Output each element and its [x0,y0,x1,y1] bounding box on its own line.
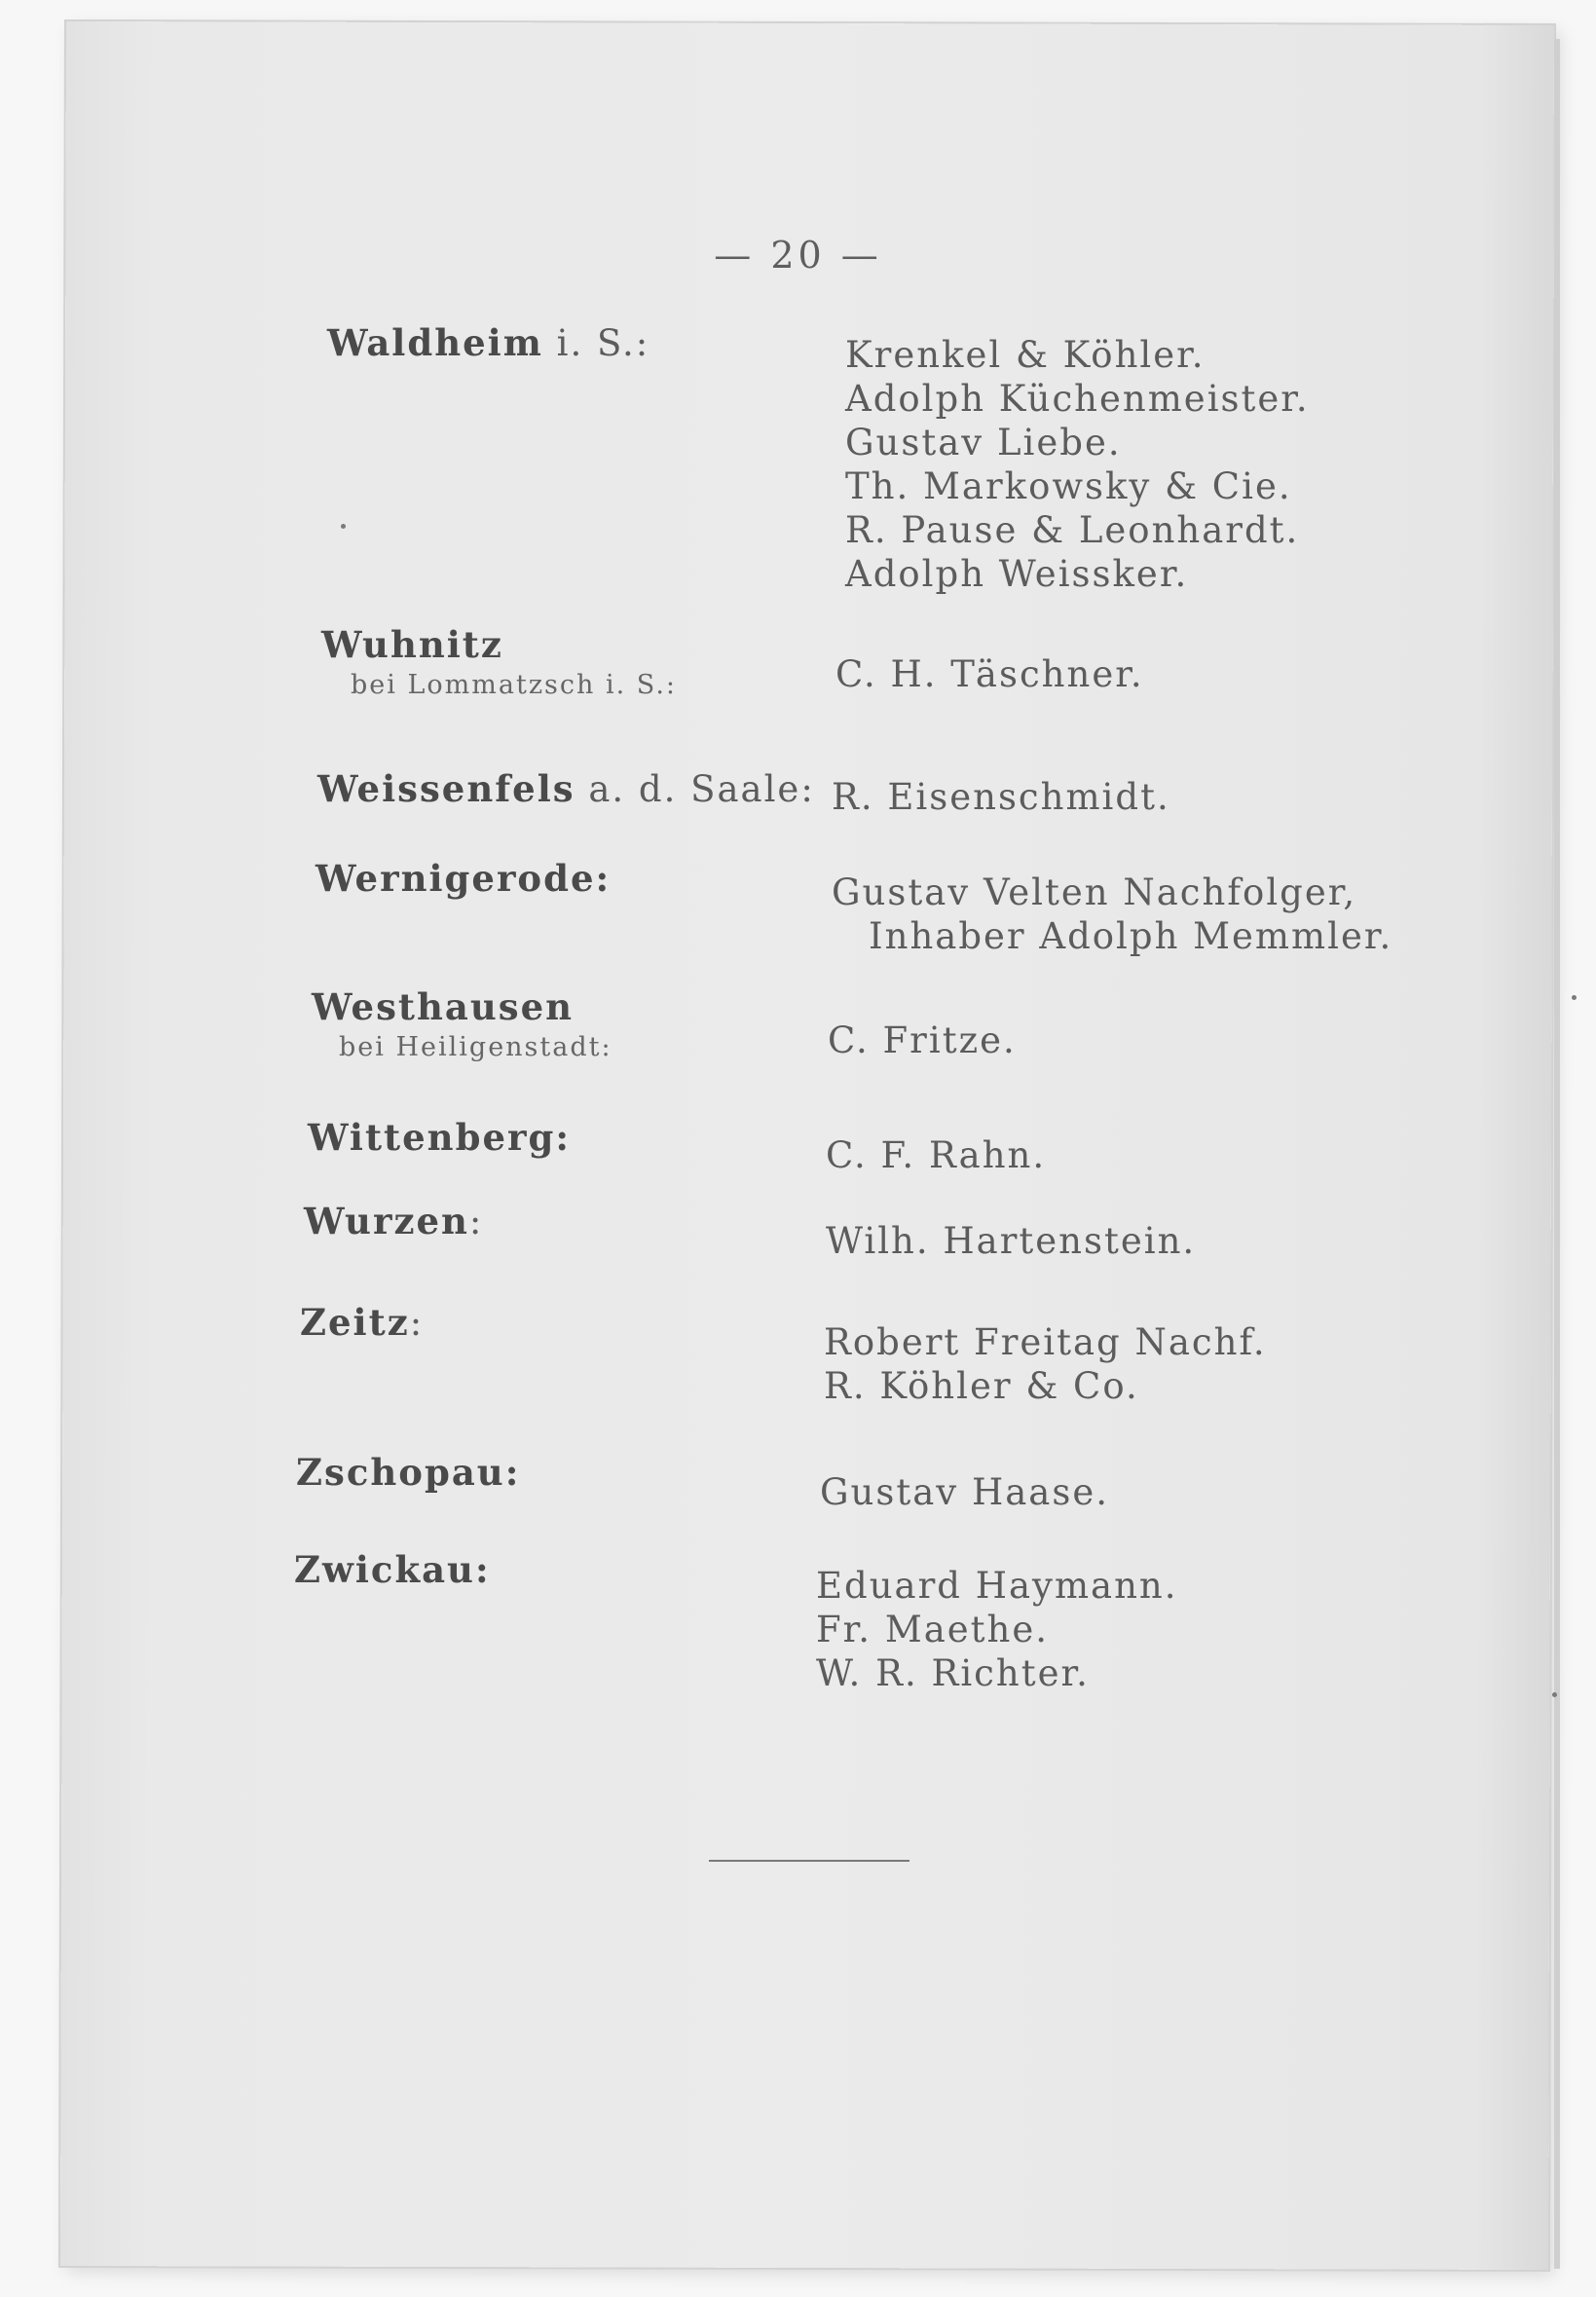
print-speck [1552,1692,1557,1697]
firm-name: R. Eisenschmidt. [832,776,1170,818]
firm-list [826,1219,1196,1263]
print-speck [1572,995,1577,1000]
place-name [304,1200,483,1242]
closing-rule [709,1860,909,1862]
firm-list [816,1564,1178,1695]
page-paper [60,21,1554,2270]
firm-list [824,1320,1267,1408]
place-label: Wurzen [304,1200,469,1242]
firm-list [845,333,1310,596]
place-suffix: : [468,1201,484,1242]
place-name [300,1301,424,1344]
place-subtitle: bei Heiligenstadt: [339,1032,612,1062]
place-label: Zeitz [300,1301,410,1344]
place-name: Zwickau: [294,1548,491,1591]
print-speck [341,524,346,529]
place-name [317,767,815,810]
place-suffix: i. S.: [542,322,650,364]
firm-name: Eduard Haymann. [816,1565,1178,1607]
firm-name: Gustav Velten Nachfolger, [832,871,1357,913]
firm-name: C. F. Rahn. [826,1134,1047,1176]
firm-name: Th. Markowsky & Cie. [845,465,1292,507]
firm-name: Fr. Maethe. [816,1609,1050,1650]
place-name [327,321,650,364]
place-name: Zschopau: [296,1451,521,1494]
place-subtitle: bei Lommatzsch i. S.: [351,670,678,700]
firm-name: Gustav Liebe. [845,422,1122,463]
firm-name: Gustav Haase. [820,1471,1109,1513]
firm-name: W. R. Richter. [816,1652,1090,1694]
firm-name: R. Köhler & Co. [824,1365,1139,1407]
firm-list [826,1133,1046,1177]
firm-list [828,1019,1017,1062]
place-suffix: : [409,1302,425,1344]
firm-list [820,1470,1109,1514]
firm-list [835,652,1144,696]
firm-name: R. Pause & Leonhardt. [845,509,1300,551]
firm-list [832,871,1392,958]
place-name: Wuhnitz [321,623,503,666]
firm-name: Adolph Weissker. [845,553,1189,595]
place-label: Weissenfels [317,767,575,810]
firm-name: Krenkel & Köhler. [845,334,1206,376]
page-edge [1554,39,1560,2269]
firm-name: Wilh. Hartenstein. [826,1220,1197,1262]
firm-name: Inhaber Adolph Memmler. [869,915,1393,957]
place-name: Wittenberg: [308,1116,572,1159]
firm-name: Robert Freitag Nachf. [824,1321,1267,1363]
page-number: — 20 — [714,234,882,277]
place-suffix: a. d. Saale: [575,768,815,810]
firm-list [832,775,1170,819]
place-label: Waldheim [327,321,543,364]
firm-name: C. Fritze. [828,1019,1017,1061]
firm-name: C. H. Täschner. [835,653,1144,695]
place-name: Westhausen [312,985,575,1028]
place-name: Wernigerode: [315,857,612,900]
firm-name: Adolph Küchenmeister. [845,378,1310,420]
